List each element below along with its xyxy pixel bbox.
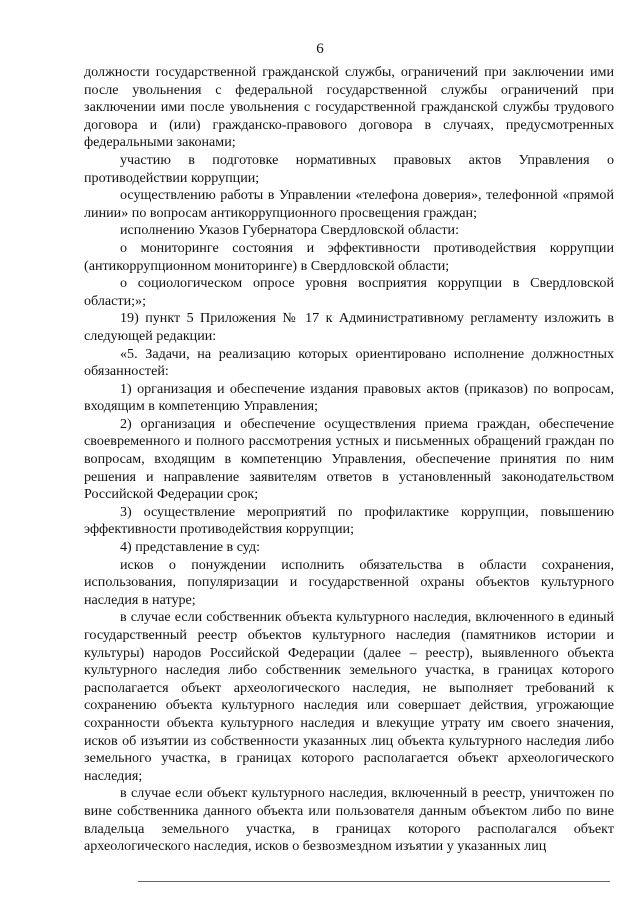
paragraph-1: должности государственной гражданской службы, ограничений при заключении ими после увольнения с федеральной государственной службы ограничений при заключении ими после увольнения с государственной гражданской службы трудового договора и (или) гражданско-правового договора в случаях, предусмотренных федеральными законами;	[84, 64, 614, 151]
paragraph-11: 3) осуществление мероприятий по профилактике коррупции, повышению эффективности противодействия коррупции;	[84, 503, 614, 538]
paragraph-10: 2) организация и обеспечение осуществления приема граждан, обеспечение своевременного и полного рассмотрения устных и письменных обращений граждан по вопросам, входящим в компетенцию Управления, обеспечение принятия по ним решения и направление заявителям ответов в установленный законодательством Российской Федерации срок;	[84, 415, 614, 503]
page-number: 6	[316, 41, 324, 57]
paragraph-9: 1) организация и обеспечение издания правовых актов (приказов) по вопросам, входящим в компетенцию Управления;	[84, 380, 614, 415]
document-body	[84, 64, 614, 856]
paragraph-5: о мониторинге состояния и эффективности противодействия коррупции (антикоррупционном мониторинге) в Свердловской области;	[84, 239, 614, 274]
paragraph-3: осуществлению работы в Управлении «телефона доверия», телефонной «прямой линии» по вопросам антикоррупционного просвещения граждан;	[84, 187, 614, 221]
paragraph-14: в случае если собственник объекта культурного наследия, включенного в единый государственный реестр объектов культурного наследия (памятников истории и культуры) народов Российской Федерации (далее – реестр), выявленного объекта культурного наследия либо собственник земельного участка, в границах которого располагается объект археологического наследия, не выполняет требований к сохранению объекта культурного наследия или совершает действия, угрожающие сохранности объекта культурного наследия и влекущие утрату им своего значения, исков об изъятии из собственности указанных лиц объекта культурного наследия либо земельного участка, в границах которого располагается объект археологического наследия;	[84, 609, 614, 784]
paragraph-8: «5. Задачи, на реализацию которых ориентировано исполнение должностных обязанностей:	[84, 345, 614, 380]
paragraph-2: участию в подготовке нормативных правовых актов Управления о противодействии коррупции;	[84, 151, 614, 186]
bottom-rule	[138, 881, 610, 882]
paragraph-13: исков о понуждении исполнить обязательства в области сохранения, использования, популяризации и государственной охраны объектов культурного наследия в натуре;	[84, 556, 614, 608]
paragraph-6: о социологическом опросе уровня восприятия коррупции в Свердловской области;»;	[84, 275, 614, 309]
paragraph-15: в случае если объект культурного наследия, включенный в реестр, уничтожен по вине собственника данного объекта или пользователя данным объектом либо по вине владельца земельного участка, в границах которого располагался объект археологического наследия, исков о безвозмездном изъятии у указанных лиц	[84, 785, 614, 855]
paragraph-7: 19) пункт 5 Приложения № 17 к Административному регламенту изложить в следующей редакции:	[84, 310, 614, 344]
paragraph-12: 4) представление в суд:	[120, 539, 261, 556]
paragraph-4: исполнению Указов Губернатора Свердловской области:	[120, 222, 459, 239]
